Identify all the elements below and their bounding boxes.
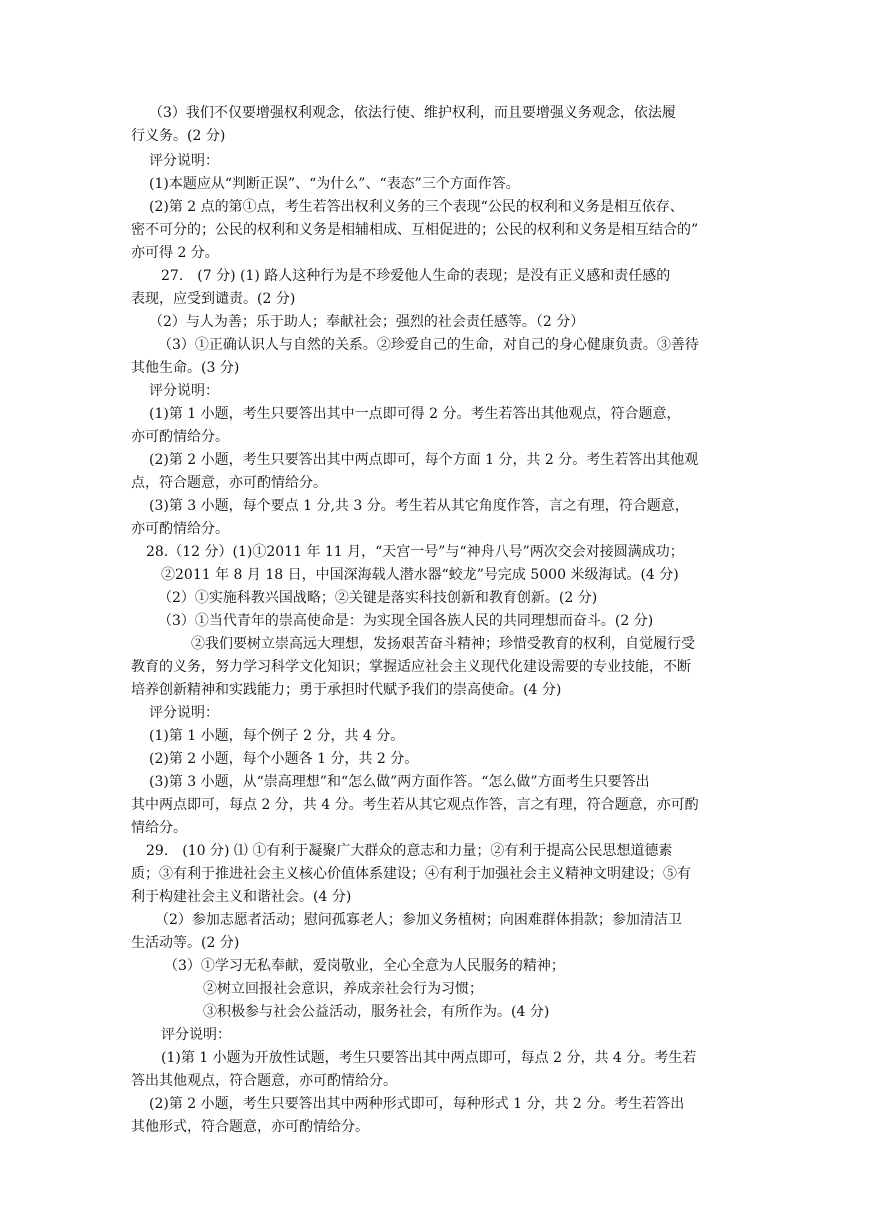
text-line: 其中两点即可，每点 2 分，共 4 分。考生若从其它观点作答，言之有理，符合题意，亦可酌 (131, 797, 699, 813)
text-line: （3）①学习无私奉献，爱岗敬业，全心全意为人民服务的精神； (164, 958, 565, 974)
text-line: 培养创新精神和实践能力；勇于承担时代赋予我们的崇高使命。(4 分) (131, 682, 562, 698)
text-line: (2)第 2 小题，考生只要答出其中两种形式即可，每种形式 1 分，共 2 分。考生若答出 (149, 1096, 685, 1112)
text-line: （2）与人为善；乐于助人；奉献社会；强烈的社会责任感等。（2 分） (149, 314, 585, 330)
text-line: ②我们要树立崇高远大理想，发扬艰苦奋斗精神；珍惜受教育的权利，自觉履行受 (191, 636, 695, 652)
text-line: (1)本题应从“判断正误”、“为什么”、“表态”三个方面作答。 (149, 176, 520, 192)
text-line: 质；③有利于推进社会主义核心价值体系建设；④有利于加强社会主义精神文明建设；⑤有 (131, 866, 691, 882)
text-line: ③积极参与社会公益活动，服务社会，有所作为。(4 分) (203, 1004, 550, 1020)
text-line: 答出其他观点，符合题意，亦可酌情给分。 (131, 1073, 397, 1089)
text-line: ②2011 年 8 月 18 日，中国深海载人潜水器“蛟龙”号完成 5000 米级海试。(4 分) (161, 567, 679, 583)
text-line: 亦可酌情给分。 (131, 429, 229, 445)
text-line: (3)第 3 小题，从“崇高理想”和“怎么做”两方面作答。“怎么做”方面考生只要答出 (149, 774, 650, 790)
text-line: (2)第 2 点的第①点，考生若答出权利义务的三个表现“公民的权利和义务是相互依存、 (149, 199, 684, 215)
text-line: 其他生命。(3 分) (131, 360, 240, 376)
text-line: （3）我们不仅要增强权利观念，依法行使、维护权利，而且要增强义务观念，依法履 (149, 105, 676, 121)
text-line: 表现，应受到谴责。(2 分) (131, 291, 296, 307)
text-line: ②树立回报社会意识，养成亲社会行为习惯； (203, 981, 483, 997)
text-line: (2)第 2 小题，考生只要答出其中两点即可，每个方面 1 分，共 2 分。考生若答出其他观 (149, 452, 699, 468)
text-line: 评分说明： (149, 383, 219, 399)
text-line: 密不可分的；公民的权利和义务是相辅相成、互相促进的；公民的权利和义务是相互结合的” (131, 222, 699, 238)
text-line: 评分说明： (149, 705, 219, 721)
text-line: 28.（12 分）(1)①2011 年 11 月，“天宫一号”与“神舟八号”两次交会对接圆满成功； (146, 544, 684, 560)
text-line: (1)第 1 小题，考生只要答出其中一点即可得 2 分。考生若答出其他观点，符合题意， (149, 406, 681, 422)
text-line: 其他形式，符合题意，亦可酌情给分。 (131, 1119, 369, 1135)
text-line: 亦可酌情给分。 (131, 521, 229, 537)
text-line: (1)第 1 小题为开放性试题，考生只要答出其中两点即可，每点 2 分，共 4 分。考生若 (161, 1050, 697, 1066)
text-line: （2）参加志愿者活动；慰问孤寡老人；参加义务植树；向困难群体捐款；参加清洁卫 (155, 912, 682, 928)
text-line: 29. (10 分) ⑴ ①有利于凝聚广大群众的意志和力量；②有利于提高公民思想道德素 (146, 843, 673, 859)
text-line: 教育的义务，努力学习科学文化知识；掌握适应社会主义现代化建设需要的专业技能，不断 (131, 659, 691, 675)
text-line: 亦可得 2 分。 (131, 245, 219, 261)
text-line: 行义务。(2 分) (131, 128, 226, 144)
text-line: (2)第 2 小题，每个小题各 1 分，共 2 分。 (149, 751, 419, 767)
text-line: （3）①正确认识人与自然的关系。②珍爱自己的生命，对自己的身心健康负责。③善待 (158, 337, 699, 353)
text-line: 27. (7 分) (1) 路人这种行为是不珍爱他人生命的表现；是没有正义感和责任感的 (161, 268, 671, 284)
text-line: （2）①实施科教兴国战略；②关键是落实科技创新和教育创新。(2 分) (158, 590, 598, 606)
text-line: (1)第 1 小题，每个例子 2 分，共 4 分。 (149, 728, 405, 744)
text-line: 点，符合题意，亦可酌情给分。 (131, 475, 327, 491)
text-line: (3)第 3 小题，每个要点 1 分,共 3 分。考生若从其它角度作答，言之有理，符合题意， (149, 498, 689, 514)
text-line: 情给分。 (131, 820, 187, 836)
text-line: 评分说明： (161, 1027, 231, 1043)
text-line: 评分说明： (149, 153, 219, 169)
text-line: 生活动等。(2 分) (131, 935, 240, 951)
text-line: （3）①当代青年的崇高使命是：为实现全国各族人民的共同理想而奋斗。(2 分) (158, 613, 654, 629)
text-line: 利于构建社会主义和谐社会。(4 分) (131, 889, 352, 905)
